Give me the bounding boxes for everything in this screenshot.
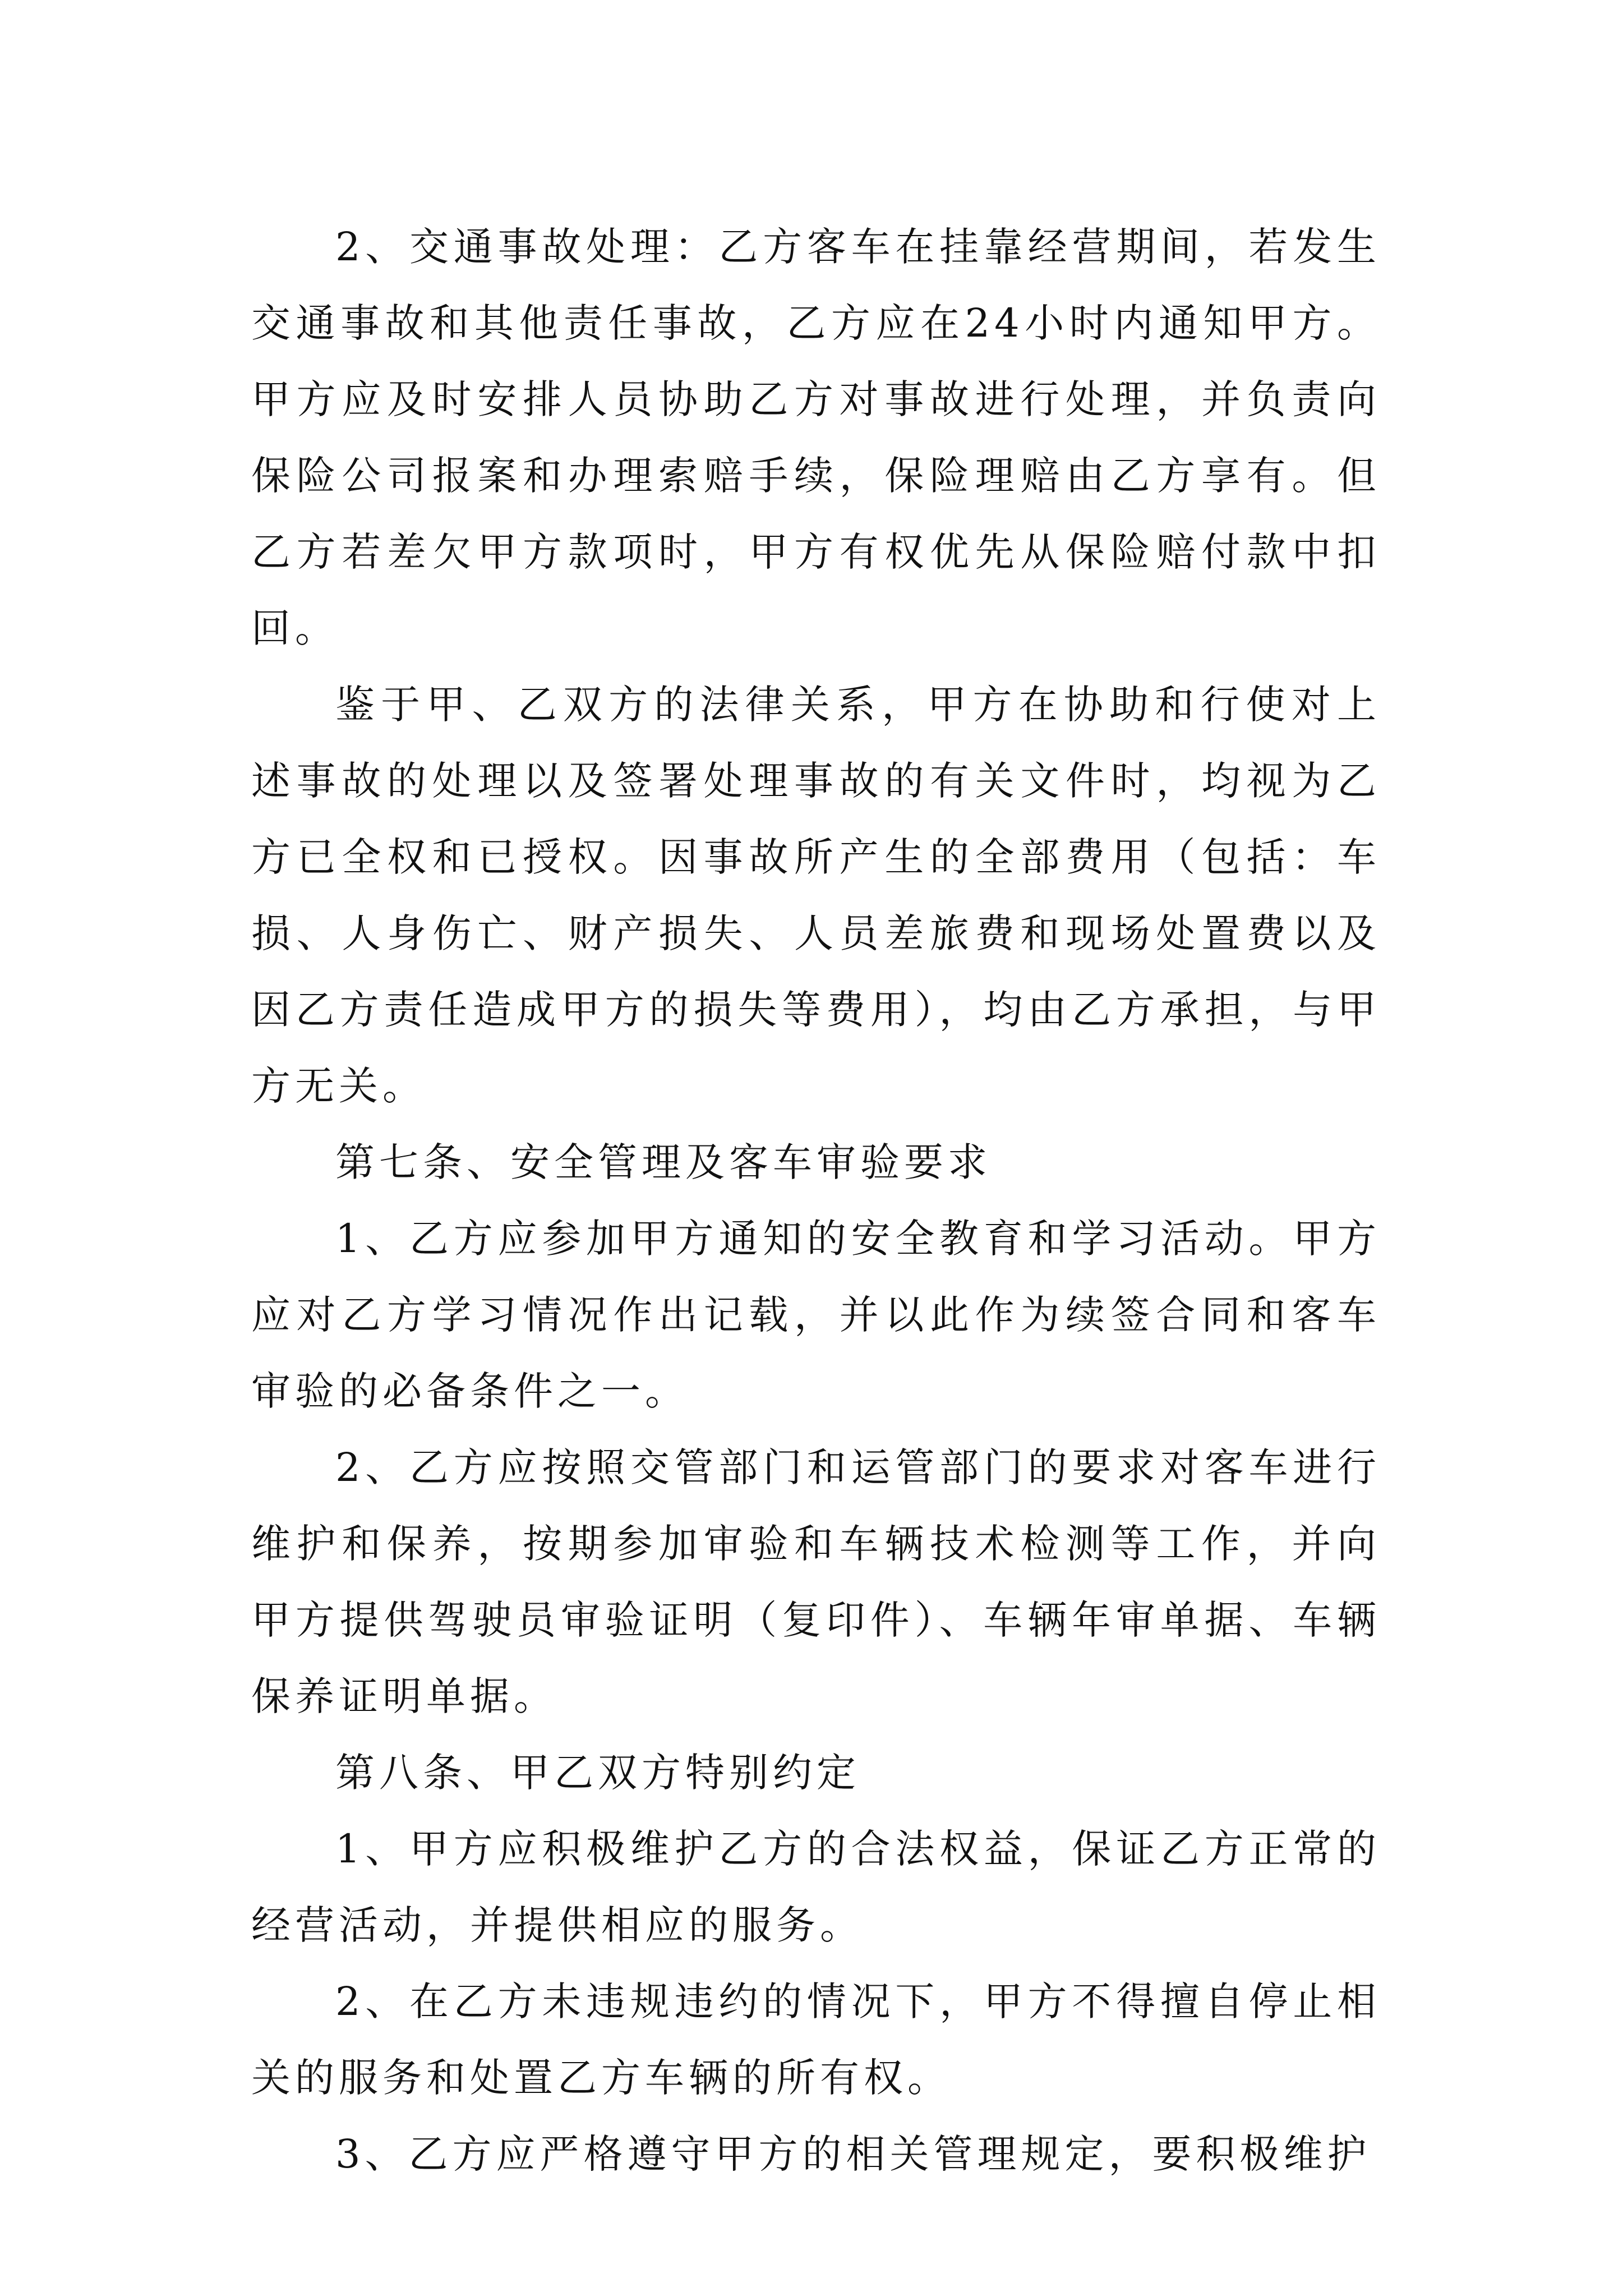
paragraph-safety-education: 1、乙方应参加甲方通知的安全教育和学习活动。甲方应对乙方学习情况作出记载，并以此作为续签合同和客车审验的必备条件之一。: [251, 1216, 1381, 1414]
paragraph-no-unauthorized-stop: 2、在乙方未违规违约的情况下，甲方不得擅自停止相关的服务和处置乙方车辆的所有权。: [251, 1978, 1381, 2101]
paragraph-accident-handling: 2、交通事故处理：乙方客车在挂靠经营期间，若发生交通事故和其他责任事故，乙方应在24小时内通知甲方。甲方应及时安排人员协助乙方对事故进行处理，并负责向保险公司报案和办理索赔手续，保险理赔由乙方享有。但乙方若差欠甲方款项时，甲方有权优先从保险赔付款中扣回。: [251, 224, 1381, 651]
document-body: [251, 209, 1381, 2192]
article-8-heading: 第八条、甲乙双方特别约定: [335, 1750, 860, 1796]
article-7-heading: 第七条、安全管理及客车审验要求: [335, 1139, 992, 1185]
paragraph-legal-relationship: 鉴于甲、乙双方的法律关系，甲方在协助和行使对上述事故的处理以及签署处理事故的有关文件时，均视为乙方已全权和已授权。因事故所产生的全部费用（包括：车损、人身伤亡、财产损失、人员差旅费和现场处置费以及因乙方责任造成甲方的损失等费用），均由乙方承担，与甲方无关。: [251, 682, 1381, 1109]
paragraph-party-b-compliance: 3、乙方应严格遵守甲方的相关管理规定，要积极维护: [335, 2131, 1371, 2177]
paragraph-maintenance: 2、乙方应按照交管部门和运管部门的要求对客车进行维护和保养，按期参加审验和车辆技术检测等工作，并向甲方提供驾驶员审验证明（复印件）、车辆年审单据、车辆保养证明单据。: [251, 1444, 1381, 1719]
paragraph-party-a-rights: 1、甲方应积极维护乙方的合法权益，保证乙方正常的经营活动，并提供相应的服务。: [251, 1826, 1381, 1948]
